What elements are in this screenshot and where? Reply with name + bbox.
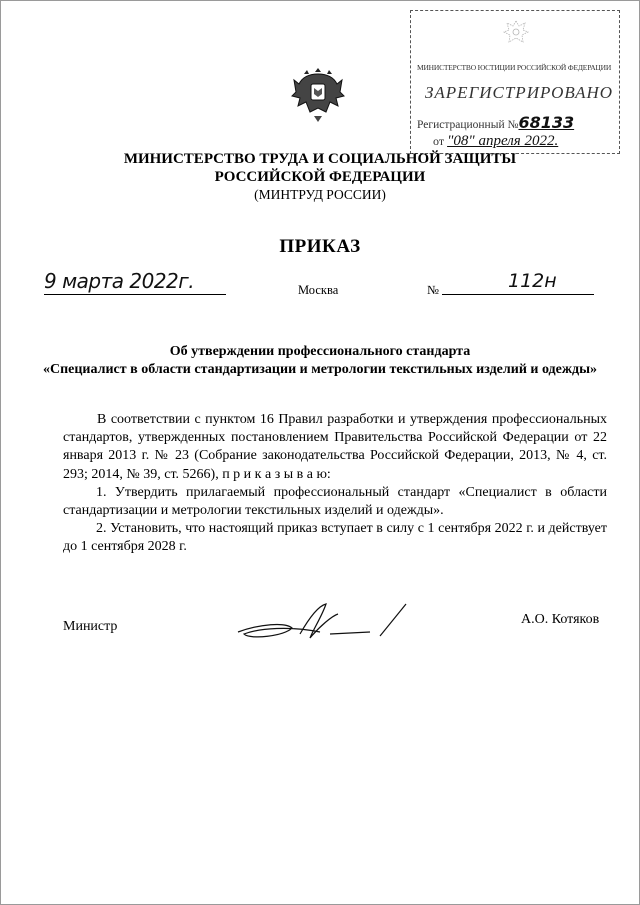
subject-line2: «Специалист в области стандартизации и метрологии текстильных изделий и одежды» (42, 362, 598, 377)
order-number-label: № (427, 283, 439, 297)
stamp-date-prefix: от (433, 134, 445, 148)
signatory-title: Министр (63, 619, 118, 634)
stamp-registration-line (417, 113, 574, 132)
coat-of-arms-icon (290, 62, 346, 126)
body-item-2: 2. Установить, что настоящий приказ вступает в силу с 1 сентября 2022 г. и действует до 1 сентября 2028 г. (63, 521, 607, 555)
order-body (63, 411, 607, 557)
ministry-name-line1: МИНИСТЕРСТВО ТРУДА И СОЦИАЛЬНОЙ ЗАЩИТЫ (123, 151, 517, 167)
stamp-date-line (433, 133, 558, 150)
order-subject (40, 343, 600, 379)
subject-line1: Об утверждении профессионального стандарта (169, 344, 471, 359)
stamp-reg-label: Регистрационный № (417, 119, 519, 131)
body-paragraph-preamble: В соответствии с пунктом 16 Правил разработки и утверждения профессиональных стандартов, утвержденных постановлением Правительства Российской Федерации от 22 января 2013 г. № 23 (Собрание законодательства Российской Федерации, 2013, № 4, ст. 293; 2014, № 39, ст. 5266), п р и к а з ы в а ю: (63, 412, 607, 482)
order-number-handwritten: 112н (508, 270, 557, 292)
ministry-header (0, 150, 640, 204)
ministry-short-name: (МИНТРУД РОССИИ) (254, 187, 386, 202)
stamp-date-value: "08" апреля 2022. (447, 133, 559, 149)
stamp-ministry-name: МИНИСТЕРСТВО ЮСТИЦИИ РОССИЙСКОЙ ФЕДЕРАЦИИ (417, 63, 612, 72)
stamp-reg-number: 68133 (518, 113, 575, 132)
document-title: ПРИКАЗ (279, 236, 361, 257)
order-date-handwritten: 9 марта 2022г. (44, 268, 226, 295)
order-number-line (442, 268, 594, 295)
order-city: Москва (298, 283, 339, 297)
handwritten-signature (230, 598, 420, 648)
signatory-name: А.О. Котяков (521, 612, 600, 627)
body-item-1: 1. Утвердить прилагаемый профессиональный стандарт «Специалист в области стандартизации и метрологии текстильных изделий и одежды». (63, 484, 607, 519)
ministry-name-line2: РОССИЙСКОЙ ФЕДЕРАЦИИ (214, 169, 426, 185)
eagle-watermark-icon (501, 17, 531, 47)
stamp-registered-label: ЗАРЕГИСТРИРОВАНО (425, 83, 614, 102)
registration-stamp (410, 10, 620, 154)
